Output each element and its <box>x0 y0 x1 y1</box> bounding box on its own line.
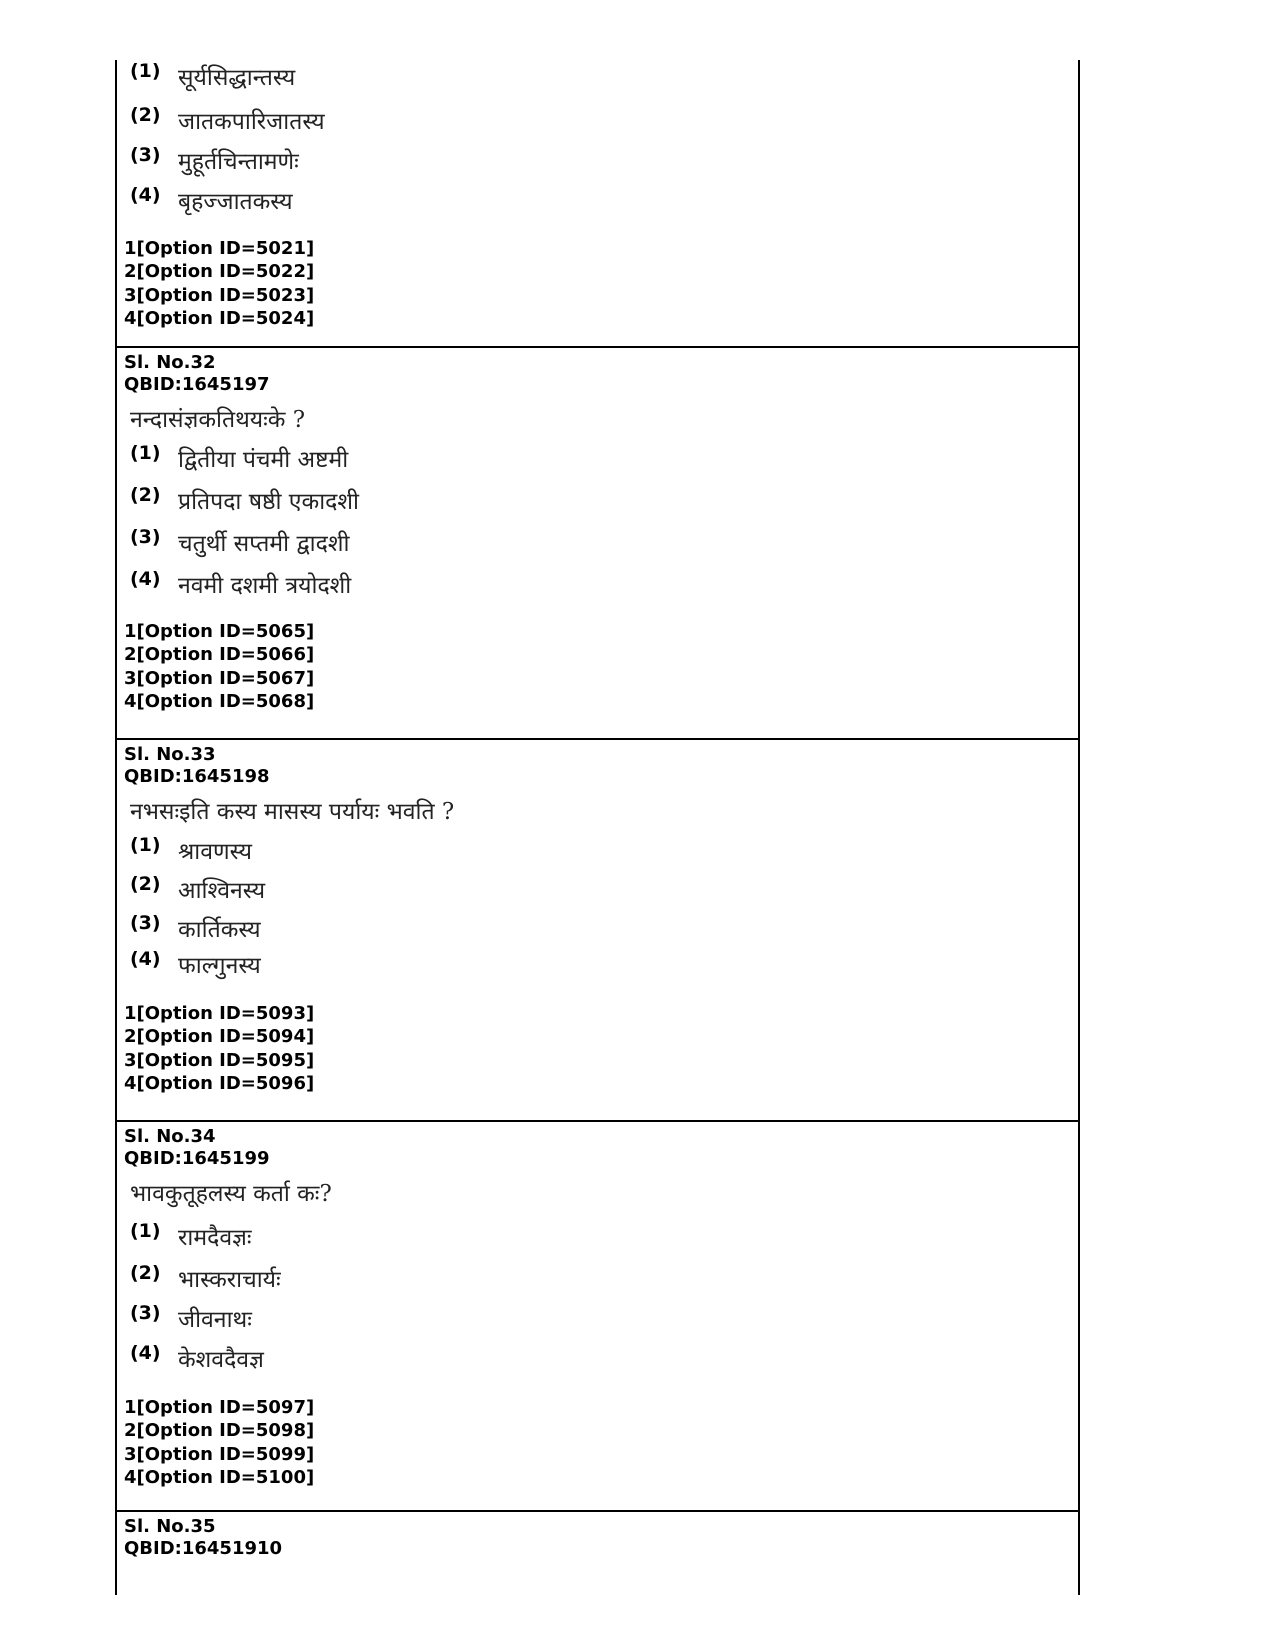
option-text: बृहज्जातकस्य <box>178 189 293 215</box>
option-text: फाल्गुनस्य <box>178 953 261 979</box>
question-block <box>117 348 1078 738</box>
option-id: 3[Option ID=5067] <box>124 667 315 689</box>
serial-number: Sl. No.34 <box>124 1126 216 1147</box>
option-id: 3[Option ID=5095] <box>124 1049 315 1071</box>
option-number: (2) <box>130 104 161 126</box>
option-number: (2) <box>130 873 161 895</box>
question-block <box>117 1122 1078 1510</box>
option-text: रामदैवज्ञः <box>178 1225 252 1251</box>
option-text: आश्विनस्य <box>178 878 266 904</box>
option-number: (1) <box>130 60 161 82</box>
option-3 <box>130 526 349 558</box>
option-id: 4[Option ID=5096] <box>124 1072 315 1094</box>
option-number: (2) <box>130 1262 161 1284</box>
option-id: 3[Option ID=5023] <box>124 284 315 306</box>
option-2 <box>130 484 359 516</box>
option-text: नवमी दशमी त्रयोदशी <box>178 573 352 599</box>
serial-number: Sl. No.33 <box>124 744 216 765</box>
option-4 <box>130 1342 264 1374</box>
serial-number: Sl. No.35 <box>124 1516 216 1537</box>
question-block <box>117 1512 1078 1595</box>
option-4 <box>130 568 351 600</box>
option-id-list <box>124 620 314 713</box>
option-4 <box>130 948 261 980</box>
option-text: द्वितीया पंचमी अष्टमी <box>178 447 349 473</box>
option-number: (4) <box>130 184 161 206</box>
option-number: (1) <box>130 1220 161 1242</box>
qbid: QBID:1645198 <box>124 766 270 787</box>
option-id: 2[Option ID=5098] <box>124 1420 315 1442</box>
option-3 <box>130 1302 252 1334</box>
option-2 <box>130 873 265 905</box>
option-id: 4[Option ID=5024] <box>124 307 315 329</box>
option-id-list <box>124 1396 314 1489</box>
option-1 <box>130 60 295 92</box>
option-number: (3) <box>130 912 161 934</box>
option-id: 1[Option ID=5021] <box>124 238 315 259</box>
option-id: 4[Option ID=5068] <box>124 690 315 712</box>
option-text: जीवनाथः <box>178 1307 252 1333</box>
option-text: श्रावणस्य <box>178 839 252 865</box>
option-text: चतुर्थी सप्तमी द्वादशी <box>178 531 350 557</box>
option-id: 4[Option ID=5100] <box>124 1466 315 1488</box>
option-1 <box>130 442 348 474</box>
option-id: 2[Option ID=5022] <box>124 261 315 283</box>
qbid: QBID:1645199 <box>124 1148 270 1169</box>
option-number: (1) <box>130 834 161 856</box>
option-id: 3[Option ID=5099] <box>124 1443 315 1465</box>
option-text: केशवदैवज्ञ <box>178 1347 264 1373</box>
option-number: (4) <box>130 568 161 590</box>
option-1 <box>130 834 252 866</box>
option-text: भास्कराचार्यः <box>178 1267 281 1293</box>
option-3 <box>130 144 299 176</box>
option-text: सूर्यसिद्धान्तस्य <box>178 65 296 91</box>
qbid: QBID:16451910 <box>124 1538 283 1559</box>
qbid: QBID:1645197 <box>124 374 270 395</box>
option-text: कार्तिकस्य <box>178 917 261 943</box>
question-text: भावकुतूहलस्य कर्ता कः? <box>130 1181 332 1207</box>
option-number: (3) <box>130 526 161 548</box>
question-table <box>115 60 1080 1595</box>
option-text: प्रतिपदा षष्ठी एकादशी <box>178 489 359 515</box>
option-3 <box>130 912 261 944</box>
option-id-list <box>124 1002 314 1095</box>
option-id: 1[Option ID=5097] <box>124 1397 315 1418</box>
option-id: 1[Option ID=5065] <box>124 621 315 642</box>
option-id: 1[Option ID=5093] <box>124 1003 315 1024</box>
option-2 <box>130 1262 281 1294</box>
question-block <box>117 60 1078 347</box>
question-text: नभसःइति कस्य मासस्य पर्यायः भवति ? <box>130 799 455 825</box>
option-id: 2[Option ID=5066] <box>124 644 315 666</box>
option-number: (2) <box>130 484 161 506</box>
option-number: (3) <box>130 144 161 166</box>
question-text: नन्दासंज्ञकतिथयःके ? <box>130 407 306 433</box>
option-number: (4) <box>130 1342 161 1364</box>
option-4 <box>130 184 293 216</box>
option-number: (3) <box>130 1302 161 1324</box>
option-id: 2[Option ID=5094] <box>124 1026 315 1048</box>
option-2 <box>130 104 325 136</box>
option-number: (1) <box>130 442 161 464</box>
serial-number: Sl. No.32 <box>124 352 216 373</box>
option-id-list <box>124 237 314 330</box>
question-block <box>117 740 1078 1120</box>
option-text: जातकपारिजातस्य <box>178 109 325 135</box>
option-1 <box>130 1220 252 1252</box>
option-text: मुहूर्तचिन्तामणेः <box>178 149 299 175</box>
option-number: (4) <box>130 948 161 970</box>
